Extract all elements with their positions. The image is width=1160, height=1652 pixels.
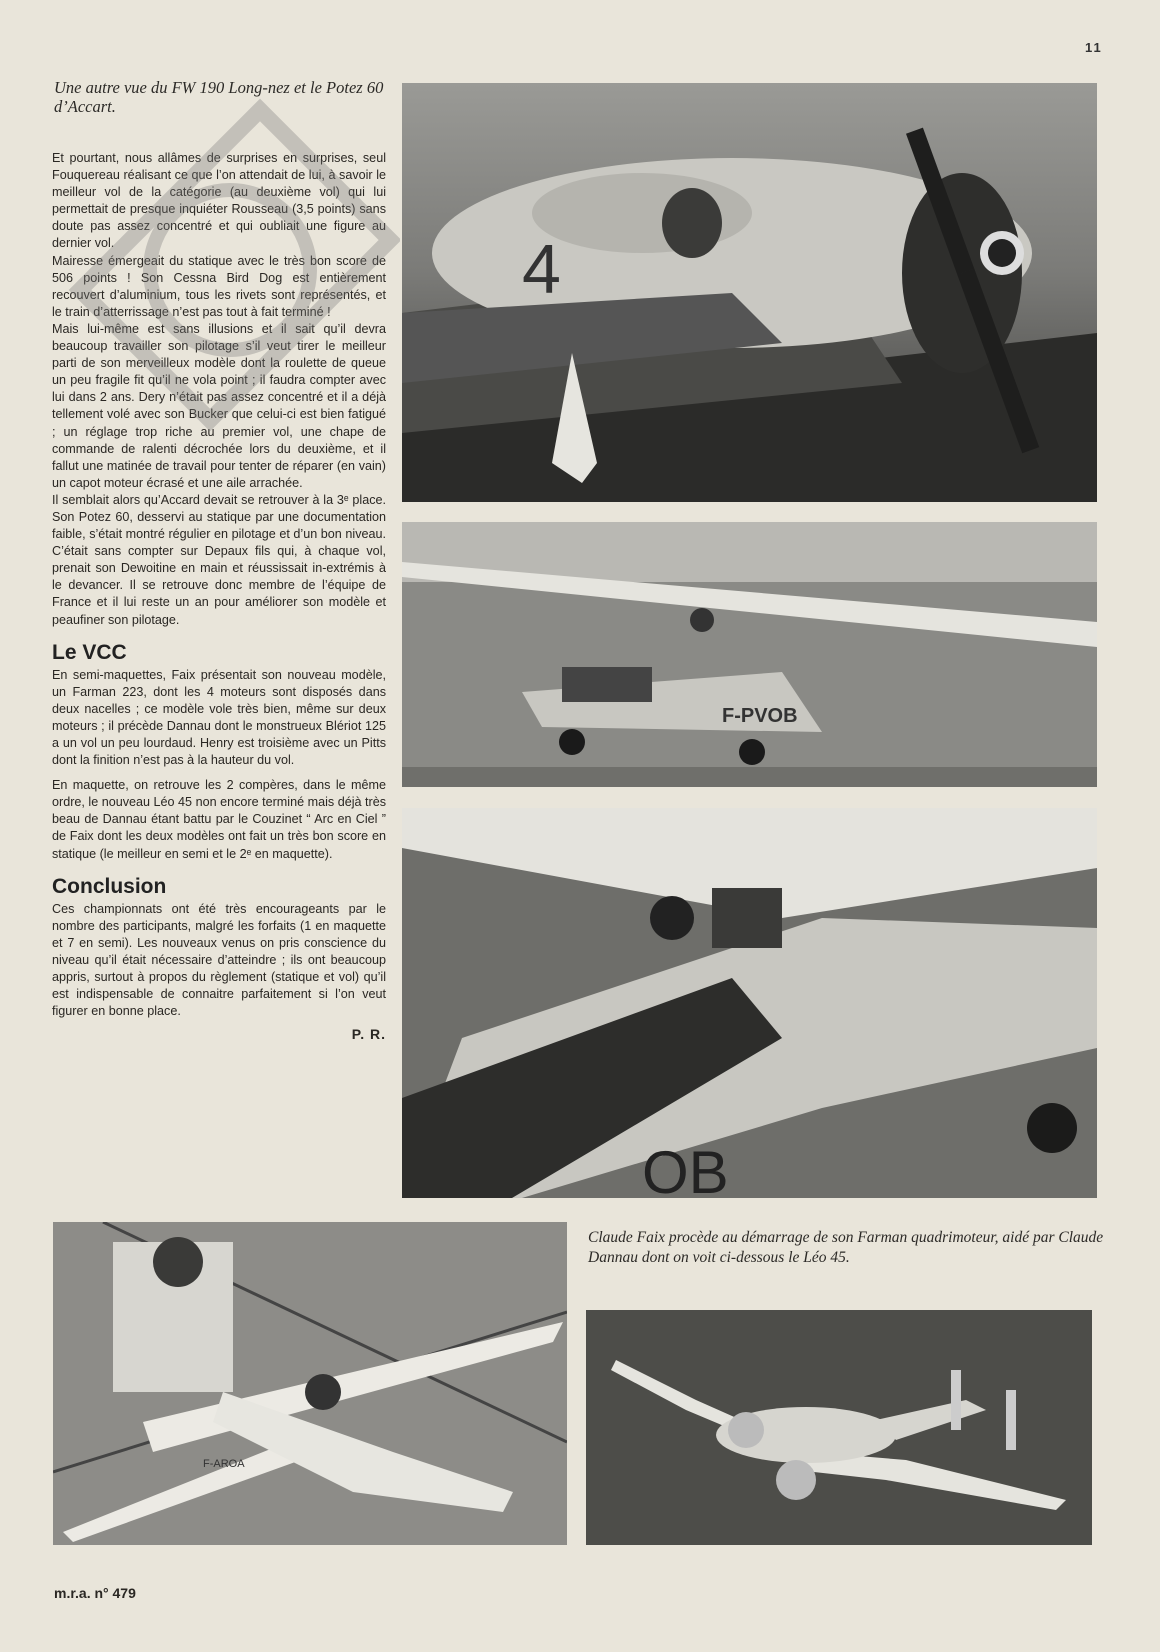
paragraph: En maquette, on retrouve les 2 compères, dans le même ordre, le nouveau Léo 45 non encore terminé mais déjà très beau de Dannau étant battu par le Couzinet “ Arc en Ciel ” de Faix dont les deux modèles ont fait un très bon score en statique (le meilleur en semi et le 2ᵉ en maquette). <box>52 778 386 861</box>
issue-footer: m.r.a. n° 479 <box>54 1585 136 1601</box>
leo45-image <box>586 1310 1092 1545</box>
section-heading-conclusion: Conclusion <box>52 874 167 898</box>
paragraph: Et pourtant, nous allâmes de surprises en surprises, seul Fouquereau réalisant ce que l’on attendait de lui, à savoir le meilleur vol de la catégorie (au deuxième vol) qui lui permettait de presque inquiéter Rousseau (3,5 points) sans doute pas assez concentré et qui oubliait une figure au dernier vol. <box>52 151 386 251</box>
photo-leo45 <box>586 1310 1092 1545</box>
paragraph: Mais lui-même est sans illusions et il sait qu’il devra beaucoup travailler son pilotage s’il veut tirer le meilleur parti de son merveilleux modèle dont la roulette de queue un peu fragile fit qu’il ne vola point ; il faudra compter avec lui dans 2 ans. Dery n’était pas assez concentré et il a déjà tellement volé avec son Bucker que celui-ci est bien fatigué ; un réglage trop riche au premier vol, une chape de commande de ralenti décrochée lors du deuxième, et il fallut une matinée de travail pour tenter de réparer (en vain) un capot moteur écrasé et une aile arrachée. <box>52 321 386 490</box>
author-signature: P. R. <box>351 1026 386 1043</box>
section-heading-vcc: Le VCC <box>52 640 127 664</box>
paragraph: Mairesse émergeait du statique avec le très bon score de 506 points ! Son Cessna Bird Dog est entièrement recouvert d’aluminium, tous les rivets sont représentés, et le train d’atterrissage n’est pas tout à fait terminé ! <box>52 253 386 319</box>
page-number: 11 <box>1085 40 1103 55</box>
paragraph: En semi-maquettes, Faix présentait son nouveau modèle, un Farman 223, dont les 4 moteurs sont disposés dans deux nacelles ; ce modèle vole très bien, même sur deux moteurs ; il précède Dannau dont le monstrueux Blériot 125 a un vol un peu lourdaud. Henry est troisième avec un Pitts dont la finition n’est pas à la hauteur du vol. <box>52 667 386 768</box>
svg-text:OB: OB <box>642 1139 729 1198</box>
article-column <box>52 150 386 1043</box>
photo-fw190 <box>402 83 1097 502</box>
paragraph: Ces championnats ont été très encourageants par le nombre des participants, malgré les forfaits (1 en maquette et 7 en semi). Les nouveaux venus on pris conscience du niveau qu’il était nécessaire d’atteindre ; ils ont beaucoup appris, surtout à propos du règlement (statique et vol) qu’il est indispensable de connaitre parfaitement si l’on veut figurer en bonne place. <box>52 901 386 1019</box>
svg-text:4: 4 <box>522 230 561 308</box>
potez-cockpit-image <box>402 808 1097 1198</box>
photo-farman <box>53 1222 567 1545</box>
farman-image <box>53 1222 567 1545</box>
photo-potez-cockpit <box>402 808 1097 1198</box>
potez60-image <box>402 522 1097 787</box>
paragraph: Il semblait alors qu’Accard devait se retrouver à la 3ᵉ place. Son Potez 60, desservi au statique par une documentation faible, s’était montré régulier en pilotage et d’un bon niveau. C’était sans compter sur Depaux fils qui, à chaque vol, prenait son Dewoitine en main et réussissait in-extrémis à le devancer. Il se retrouve donc membre de l’équipe de France et il lui reste un an pour améliorer son modèle et peaufiner son pilotage. <box>52 492 386 627</box>
svg-text:F-AROA: F-AROA <box>203 1458 245 1470</box>
photo-caption-top: Une autre vue du FW 190 Long-nez et le Potez 60 d’Accart. <box>54 78 384 116</box>
svg-text:F-PVOB: F-PVOB <box>722 705 798 727</box>
photo-potez60 <box>402 522 1097 787</box>
fw190-image <box>402 83 1097 502</box>
photo-caption-bottom: Claude Faix procède au démarrage de son Farman quadrimoteur, aidé par Claude Dannau dont on voit ci-dessous le Léo 45. <box>588 1229 1104 1266</box>
